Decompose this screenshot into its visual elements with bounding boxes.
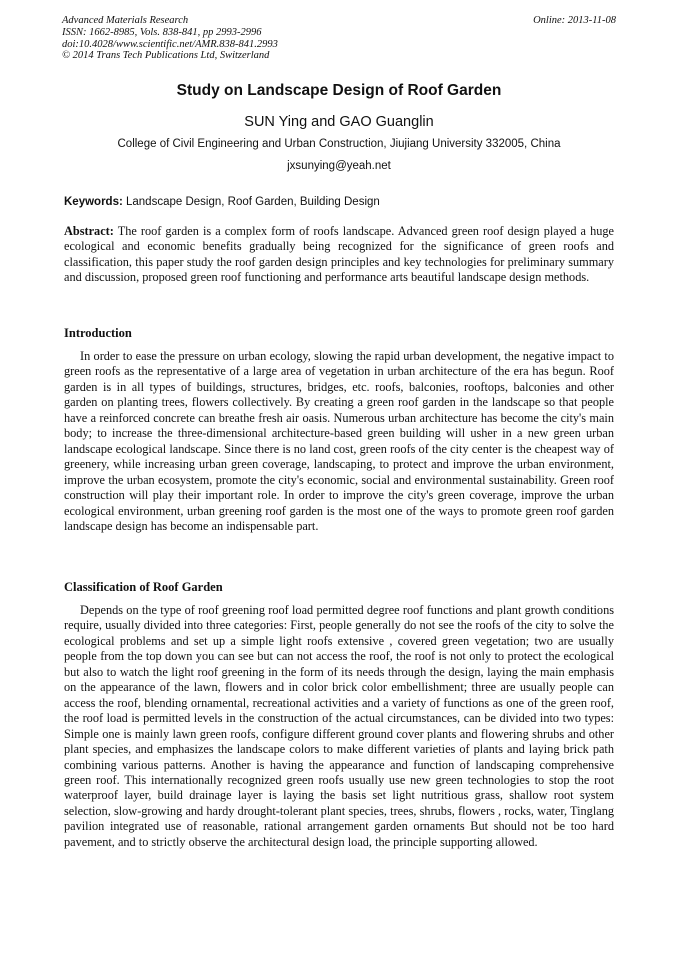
affiliation: College of Civil Engineering and Urban Construction, Jiujiang University 332005, China — [117, 138, 561, 150]
journal-header — [62, 15, 616, 62]
journal-name: Advanced Materials Research — [62, 15, 189, 26]
section-heading-classification: Classification of Roof Garden — [64, 580, 223, 594]
author-email[interactable]: jxsunying@yeah.net — [287, 160, 391, 172]
keywords — [64, 196, 614, 208]
section-heading-introduction: Introduction — [64, 326, 132, 340]
copyright-line: © 2014 Trans Tech Publications Ltd, Switzerland — [62, 50, 270, 62]
abstract-text: The roof garden is a complex form of roofs landscape. Advanced green roof design played a huge ecological and economic benefits gradually being recognized for the significance of green roofs and classification, this paper study the roof garden design principles and key technologies for preliminary summary and discussion, proposed green roof functioning and performance arts beautiful landscape design methods. — [64, 224, 614, 285]
authors: SUN Ying and GAO Guanglin — [244, 114, 434, 130]
paper-title: Study on Landscape Design of Roof Garden — [176, 82, 502, 99]
doi-line[interactable]: doi:10.4028/www.scientific.net/AMR.838-841.2993 — [62, 38, 278, 50]
abstract-label: Abstract: — [64, 224, 114, 238]
online-date: Online: 2013-11-08 — [533, 15, 616, 26]
section-body-introduction: In order to ease the pressure on urban ecology, slowing the rapid urban development, the negative impact to green roofs as the representative of a large area of vegetation in urban architecture of the era has begun. Roof garden is in all types of buildings, structures, bridges, etc. roofs, balconies, rooftops, balconies and other garden on planting trees, flowers collectively. By creating a green roof garden in the landscape so that people have a reinforced concrete can breathe fresh air oasis. Numerous urban architecture has become the city's main body; to increase the three-dimensional architecture-based green building will usher in a new green urban landscape ecological landscape. Since there is no land cost, green roofs of the city center is the cheapest way of greenery, while increasing urban green coverage, landscaping, to protect and improve the urban environment, improve the urban ecosystem, promote the city's economic, social and environmental sustainability. Green roof construction will play their important role. In order to improve the city's green coverage, improve the urban ecological environment, urban greening roof garden is the most one of the ways to promote green roof garden landscape design has become an indispensable part. — [64, 349, 614, 533]
keywords-label: Keywords: — [64, 196, 123, 208]
keywords-text: Landscape Design, Roof Garden, Building Design — [122, 196, 380, 208]
abstract — [64, 224, 614, 286]
section-body-classification: Depends on the type of roof greening roof load permitted degree roof functions and plant growth conditions require, usually divided into three categories: First, people generally do not see the roofs of the city to solve the ecological problems and set up a simple light roofs extensive , covered green vegetation; two are usually people from the top down you can see but can not access the roof, the roof is not only to protect the ecological but also to watch the light roof greening in the form of its needs through the design, laying the main emphasis on the appearance of the lawn, flowers and in color brick color embellishment; three are usually people can access the roof, blending ornamental, recreational activities and a variety of functions as one of the green roof, the roof load is permitted levels in the construction of the actual circumstances, can be divided into two types: Simple one is mainly lawn green roofs, configure different ground cover plants and flowering shrubs and other plant species, and emphasizes the landscape colors to make different varieties of plants and laying brick path combining various patterns. Another is having the appearance and function of landscaping comprehensive green roof. This internationally recognized green roofs usually use new green technologies to stop the root waterproof layer, build drainage layer is laying the basis set light nutritious grass, shallow root system selection, slow-growing and hardy drought-tolerant plant species, trees, shrubs, flowers , rocks, water, Tinglang pavilion integrated use of reasonable, rational arrangement garden ornaments But should not be too hard pavement, and to strictly observe the architectural design load, the principle supporting allowed. — [64, 603, 614, 849]
issn-line: ISSN: 1662-8985, Vols. 838-841, pp 2993-2996 — [62, 26, 262, 38]
